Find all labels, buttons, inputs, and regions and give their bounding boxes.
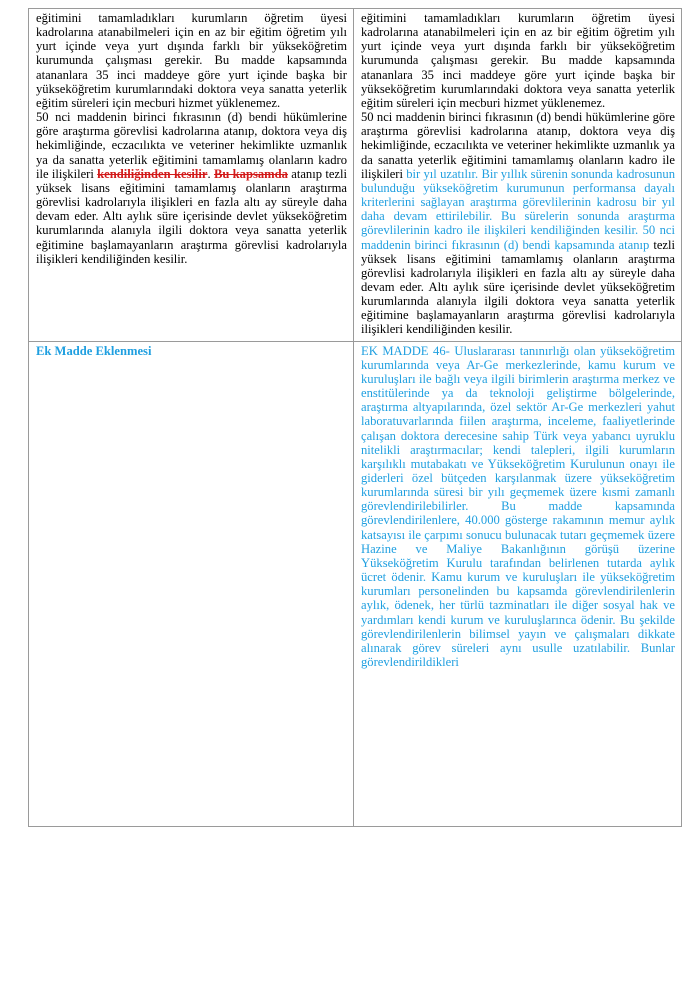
paragraph: [361, 110, 675, 337]
added-text: bir yıl uzatılır. Bir yıllık sürenin sonunda kadrosunun bulunduğu yükseköğretim kurumunun performansa dayalı kriterlerini sağlayan araştırma görevlilerinin kadrosu bir yıl daha devam ettirilebilir. Bu sürelerin sonunda araştırma görevlilerinin kadro ile ilişkileri kendiliğinden kesilir. 50 nci maddenin birinci fıkrasının (d) bendi kapsamında atanıp: [361, 166, 676, 252]
table-row: [29, 9, 682, 342]
change-label-cell: [29, 341, 354, 826]
document-page: [28, 8, 681, 827]
proposed-text-cell: [354, 341, 682, 826]
change-label: Ek Madde Eklenmesi: [36, 343, 152, 358]
cell-content: [361, 344, 675, 822]
current-text-cell: [29, 9, 354, 342]
text-run: tezli yüksek lisans eğitimini tamamlamış olanların araştırma görevlisi kadrolarıyla ilişikleri en fazla altı ay süreyle daha devam eder. Altı aylık süre içerisinde devlet yükseköğretim kurumlarında alanıyla ilgili doktora veya sanatta yeterlik eğitimine başlamayanların araştırma görevlisi kadrolarıyla ilişikleri kendiliğinden kesilir.: [361, 237, 676, 337]
text-run: 50 nci maddenin birinci fıkrasının (d) bendi hükümlerine göre araştırma görevlisi kadrolarına atanıp, doktora veya diş hekimliğinde, eczacılıkta ve veteriner hekimlikte uzmanlık ya da sanatta yeterlik eğitimini tamamlamış olanların kadro ile ilişkileri: [36, 110, 347, 181]
text-run: 50 nci maddenin birinci fıkrasının (d) bendi hükümlerine göre araştırma görevlisi kadrolarına atanıp, doktora veya diş hekimliğinde, eczacılıkta ve veteriner hekimlikte uzmanlık ya da sanatta yeterlik eğitimini tamamlamış olanların kadro ile ilişkileri: [361, 110, 675, 181]
deleted-text: kendiliğinden kesilir: [97, 166, 208, 181]
paragraph: eğitimini tamamladıkları kurumların öğretim üyesi kadrolarına atanabilmeleri için en az bir eğitim öğretim yılı yurt içinde veya yurt dışında farklı bir yükseköğretim kurumunda çalışması gerekir. Bu madde kapsamında atananlara 35 inci maddeye göre yurt içinde başka bir yükseköğretim kurumlarındaki doktora veya sanatta yeterlik eğitim süreleri için mecburi hizmet yüklenemez.: [361, 11, 675, 110]
paragraph: eğitimini tamamladıkları kurumların öğretim üyesi kadrolarına atanabilmeleri için en az bir eğitim öğretim yılı yurt içinde veya yurt dışında farklı bir yükseköğretim kurumunda çalışması gerekir. Bu madde kapsamında atananlara 35 inci maddeye göre yurt içinde başka bir yükseköğretim kurumlarındaki doktora veya sanatta yeterlik eğitim süreleri için mecburi hizmet yüklenemez.: [36, 11, 347, 110]
text-run: atanıp tezli yüksek lisans eğitimini tamamlamış olanların araştırma görevlisi kadrolarıyla ilişikleri en fazla altı ay süreyle daha devam eder. Altı aylık süre içerisinde devlet yükseköğretim kurumlarında alanıyla ilgili doktora veya sanatta yeterlik eğitimine başlamayanların araştırma görevlisi kadrolarıyla ilişikleri kendiliğinden kesilir.: [36, 166, 347, 266]
text-run: .: [207, 166, 214, 181]
paragraph: [36, 110, 347, 266]
deleted-text: Bu kapsamda: [213, 166, 288, 181]
table-row: [29, 341, 682, 826]
proposed-text-cell: [354, 9, 682, 342]
added-article: EK MADDE 46- Uluslararası tanınırlığı olan yükseköğretim kurumlarında veya Ar-Ge merkezlerinde, kamu kurum ve kuruluşları ile bağlı veya ilgili birimlerin araştırma merkez ve enstitülerinde ya da teknoloji geliştirme bölgelerinde, araştırma altyapılarında, özel sektör Ar-Ge merkezleri yahut laboratuvarlarında fiilen araştırma, inceleme, faaliyetlerinde çalışan doktora derecesine sahip Türk veya yabancı uyruklu nitelikli araştırmacılar; kendi talepleri, ilgili kurumların karşılıklı mutabakatı ve Yükseköğretim Kurulunun onayı ile giderleri özel bütçeden karşılanmak üzere yükseköğretim kurumlarında süresi bir yılı geçmemek üzere kısmi zamanlı görevlendirilebilirler. Bu madde kapsamında görevlendirilenlere, 40.000 gösterge rakamının memur aylık katsayısı ile çarpımı sonucu bulunacak tutarı geçmemek üzere Hazine ve Maliye Bakanlığının görüşü üzerine Yükseköğretim Kurulu tarafından belirlenen tutarda aylık ücret ödenir. Kamu kurum ve kuruluşları ile yükseköğretim kurumları personelinden bu kapsamda görevlendirilenlerin aylık, ödenek, her türlü tazminatları ile diğer sosyal hak ve yardımları kendi kurum ve kuruluşlarınca ödenir. Bu şekilde görevlendirilenlerin bilimsel yayın ve çalışmaları dikkate alınarak görev süreleri aynı usulle uzatılabilir. Bunlar görevlendirildikleri: [361, 343, 675, 670]
comparison-table: [28, 8, 682, 827]
